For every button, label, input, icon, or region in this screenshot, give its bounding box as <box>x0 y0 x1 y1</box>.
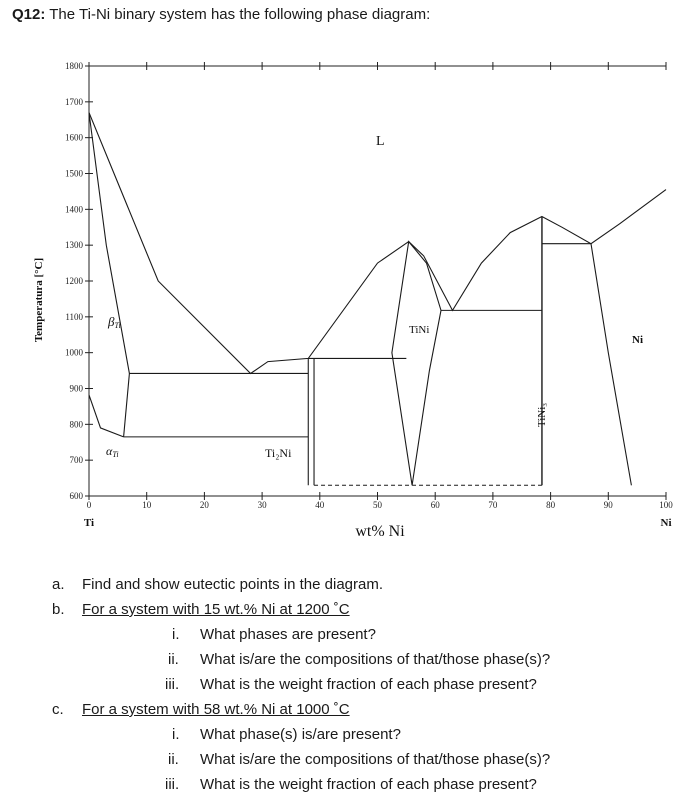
y-tick-label: 1800 <box>65 61 83 71</box>
x-axis-label: wt% Ni <box>355 523 405 540</box>
question-b-item <box>172 622 376 647</box>
question-b <box>52 597 350 622</box>
question-c-i-marker: i. <box>172 726 180 743</box>
question-c-iii-marker: iii. <box>165 776 180 793</box>
question-number: Q12: <box>12 6 46 23</box>
y-tick-label: 1100 <box>65 311 83 322</box>
y-axis-label: Temperatura [°C] <box>33 257 45 343</box>
axes <box>89 66 666 496</box>
phase-label-tini: TiNi <box>409 324 430 336</box>
y-tick-label: 1200 <box>65 276 83 286</box>
x-tick-label: 90 <box>603 500 613 510</box>
x-left-end-label: Ti <box>83 517 95 529</box>
phase-label-ti2ni: Ti₂Ni <box>265 446 292 460</box>
y-tick-label: 1600 <box>65 132 83 143</box>
phase-boundaries <box>89 113 666 486</box>
x-tick-label: 10 <box>142 500 152 510</box>
question-b-marker: b. <box>52 601 65 618</box>
question-c-text: For a system with 58 wt.% Ni at 1000 ˚C <box>82 701 350 718</box>
question-b-i-marker: i. <box>172 626 180 643</box>
question-b-iii-marker: iii. <box>165 676 180 693</box>
question-a-text: Find and show eutectic points in the diagram. <box>82 576 384 593</box>
question-header <box>12 6 430 23</box>
y-tick-label: 1300 <box>65 240 83 251</box>
question-c-item <box>172 722 401 747</box>
x-tick-label: 80 <box>546 500 556 510</box>
phase-label-alpha-ti: αTi <box>106 444 119 459</box>
x-tick-label: 50 <box>373 500 382 510</box>
y-tick-label: 1700 <box>65 96 83 107</box>
phase-label-liquid: L <box>376 134 385 149</box>
x-right-end-label: Ni <box>660 517 672 529</box>
question-c-iii-text: What is the weight fraction of each phase present? <box>200 776 537 793</box>
x-tick-label: 40 <box>315 500 325 510</box>
question-b-text: For a system with 15 wt.% Ni at 1200 ˚C <box>82 601 350 618</box>
question-b-iii-text: What is the weight fraction of each phase present? <box>200 676 537 693</box>
tini-field-boundary <box>392 242 441 486</box>
question-c-item <box>168 747 551 772</box>
y-tick-label: 800 <box>69 419 83 430</box>
x-tick-label: 20 <box>199 500 209 510</box>
y-tick-label: 700 <box>69 455 83 466</box>
question-c-ii-text: What is/are the compositions of that/those phase(s)? <box>200 751 551 768</box>
x-tick-label: 0 <box>86 500 92 510</box>
y-tick-label: 1400 <box>65 204 83 215</box>
phase-label-ni: Ni <box>632 334 643 346</box>
question-a <box>52 572 384 597</box>
x-ticks <box>87 62 674 510</box>
y-tick-label: 1000 <box>65 347 83 358</box>
liquidus-curve <box>89 113 666 374</box>
question-c-ii-marker: ii. <box>168 751 179 768</box>
beta-solvus-curve <box>89 395 124 437</box>
phase-diagram <box>0 30 682 550</box>
question-a-marker: a. <box>52 576 65 593</box>
phase-label-tini3: TiNi₃ <box>536 402 548 428</box>
y-tick-label: 900 <box>69 383 83 394</box>
question-c-marker: c. <box>52 701 64 718</box>
x-tick-label: 60 <box>430 500 440 510</box>
beta-solidus-curve <box>89 113 129 374</box>
question-c-i-text: What phase(s) is/are present? <box>200 726 401 743</box>
y-tick-label: 600 <box>69 491 83 501</box>
x-tick-label: 30 <box>257 500 267 510</box>
question-b-ii-marker: ii. <box>168 651 179 668</box>
question-b-i-text: What phases are present? <box>200 626 376 643</box>
ni-solvus-curve <box>591 244 631 486</box>
phase-label-beta-ti: βTi <box>108 314 121 330</box>
question-b-item <box>168 647 551 672</box>
y-tick-label: 1500 <box>65 168 83 179</box>
beta-alpha-boundary <box>124 374 130 437</box>
question-text: The Ti-Ni binary system has the following phase diagram: <box>49 6 431 23</box>
question-c-item <box>165 772 537 797</box>
question-b-item <box>165 672 537 697</box>
x-tick-label: 100 <box>659 500 673 510</box>
question-b-ii-text: What is/are the compositions of that/those phase(s)? <box>200 651 551 668</box>
x-tick-label: 70 <box>488 500 498 510</box>
question-c <box>52 697 350 722</box>
